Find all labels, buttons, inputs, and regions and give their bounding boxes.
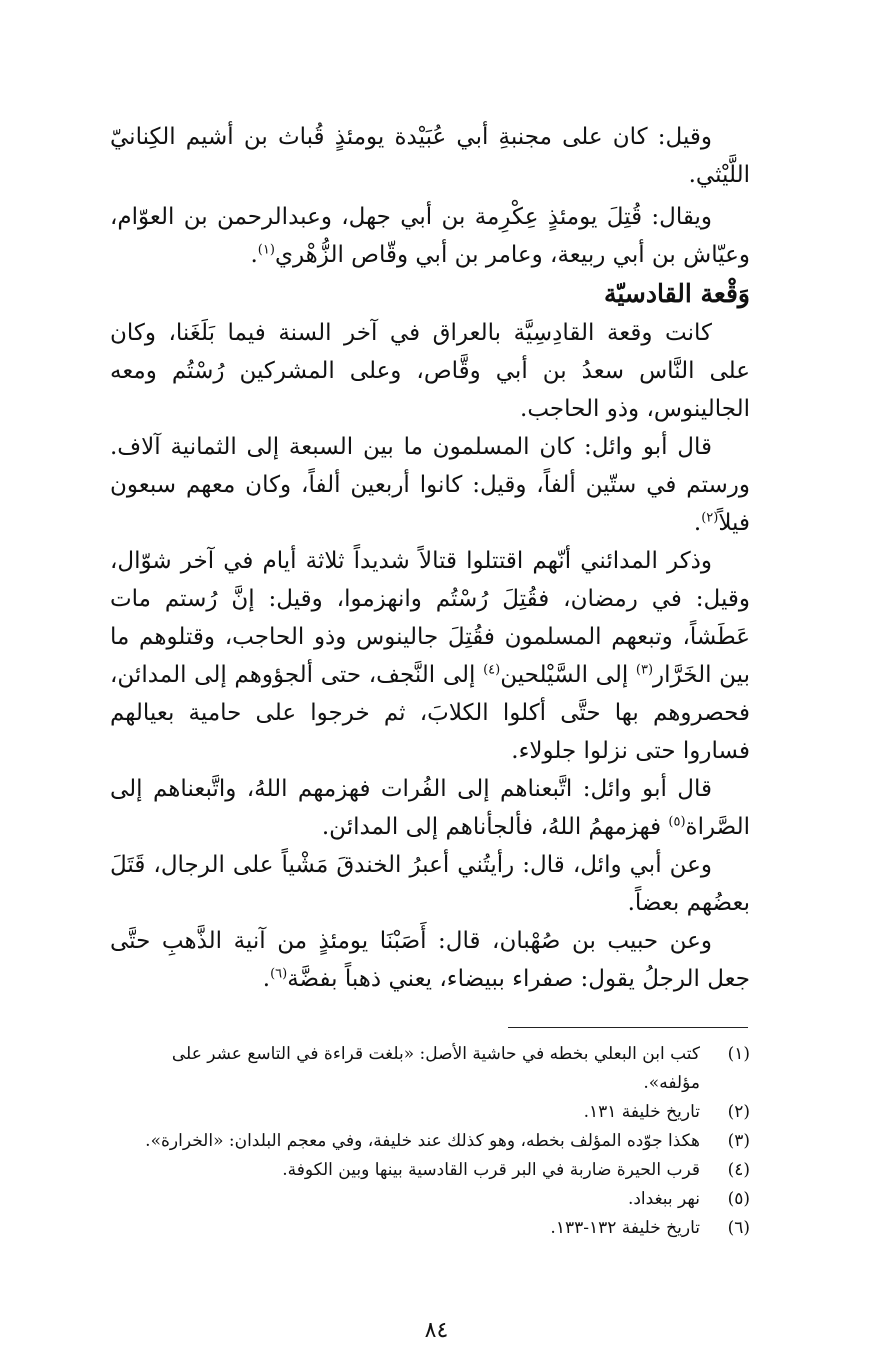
footnote-number: (٤) (727, 1160, 750, 1180)
footnote-ref-1[interactable]: (١) (257, 242, 275, 258)
footnote-text: هكذا جوّده المؤلف بخطه، وهو كذلك عند خليفة، وفي معجم البلدان: «الخرارة». (145, 1131, 700, 1151)
footnote-2 (110, 1098, 750, 1127)
paragraph-7: وعن أبي وائل، قال: رأيتُني أعبرُ الخندقَ مَشْياً على الرجال، قَتَلَ بعضُهم بعضاً. (110, 852, 750, 916)
footnote-3 (110, 1127, 750, 1156)
footnote-6 (110, 1214, 750, 1243)
footnote-divider (508, 1027, 748, 1028)
paragraph-6: قال أبو وائل: اتَّبعناهم إلى الفُرات فهزمهم اللهُ، واتَّبعناهم إلى الصَّراة$^{(٥)}$ فهزمهمُ اللهُ، فألجأناهم إلى المدائن. (110, 776, 750, 840)
paragraph-5: وذكر المدائني أنّهم اقتتلوا قتالاً شديداً ثلاثة أيام في آخر شوّال، وقيل: في رمضان، فقُتِلَ رُسْتُم وانهزموا، وقيل: إنَّ رُستم مات عَطَشاً، وتبعهم المسلمون فقُتِلَ جالينوس وذو الحاجب، وقتلوهم ما بين الخَرَّار$^{(٣)}$ إلى السَّيْلحين$^{(٤)}$ إلى النَّجف، حتى ألجؤوهم إلى المدائن، فحصروهم بها حتَّى أكلوا الكلابَ، ثم خرجوا على حامية بعيالهم فساروا حتى نزلوا جلولاء. (110, 548, 750, 764)
footnote-text: تاريخ خليفة ١٣٢-١٣٣. (550, 1218, 700, 1238)
footnote-number: (٢) (727, 1102, 750, 1122)
footnote-ref-6[interactable]: (٦) (270, 966, 288, 982)
footnote-text: كتب ابن البعلي بخطه في حاشية الأصل: «بلغت قراءة في التاسع عشر على مؤلفه». (171, 1044, 700, 1093)
paragraph-3: كانت وقعة القادِسِيَّة بالعراق في آخر السنة فيما بَلَغَنا، وكان على النَّاس سعدُ بن أبي وقَّاص، وعلى المشركين رُسْتُم ومعه الجالينوس، وذو الحاجب. (110, 320, 750, 422)
footnote-ref-3[interactable]: (٣) (635, 662, 654, 678)
footnote-text: نهر ببغداد. (627, 1189, 700, 1209)
footnote-text: قرب الحيرة ضاربة في البر قرب القادسية بينها وبين الكوفة. (282, 1160, 700, 1180)
footnote-number: (٦) (727, 1218, 750, 1238)
footnote-5 (110, 1185, 750, 1214)
paragraph-2: ويقال: قُتِلَ يومئذٍ عِكْرِمة بن أبي جهل، وعبدالرحمن بن العوّام، وعيّاش بن أبي ربيعة، وعامر بن أبي وقّاص الزُّهْري$^{(١)}$. (110, 204, 750, 268)
footnote-ref-2[interactable]: (٢) (701, 510, 719, 526)
page-number: ٨٤ (424, 1318, 449, 1343)
paragraph-1: وقيل: كان على مجنبةِ أبي عُبَيْدة يومئذٍ قُباث بن أشيم الكِنانيّ اللَّيْثي. (110, 124, 750, 188)
paragraph-4: قال أبو وائل: كان المسلمون ما بين السبعة إلى الثمانية آلاف. ورستم في ستّين ألفاً، وقيل: كانوا أربعين ألفاً، وكان معهم سبعون فيلاً$^{(٢)}$. (110, 434, 750, 536)
section-heading: وَقْعة القادسيّة (603, 279, 750, 308)
footnote-1 (110, 1040, 750, 1098)
footnote-number: (١) (727, 1044, 750, 1064)
footnote-ref-5[interactable]: (٥) (668, 814, 686, 830)
footnote-ref-4[interactable]: (٤) (483, 662, 501, 678)
footnote-4 (110, 1156, 750, 1185)
footnote-text: تاريخ خليفة ١٣١. (583, 1102, 700, 1122)
footnote-number: (٣) (727, 1131, 750, 1151)
paragraph-8: وعن حبيب بن صُهْبان، قال: أَصَبْنَا يومئذٍ من آنية الذَّهبِ حتَّى جعل الرجلُ يقول: صفراء ببيضاء، يعني ذهباً بفضَّة$^{(٦)}$. (110, 928, 750, 992)
footnotes (110, 1040, 750, 1243)
footnote-number: (٥) (727, 1189, 750, 1209)
main-text (110, 118, 750, 998)
